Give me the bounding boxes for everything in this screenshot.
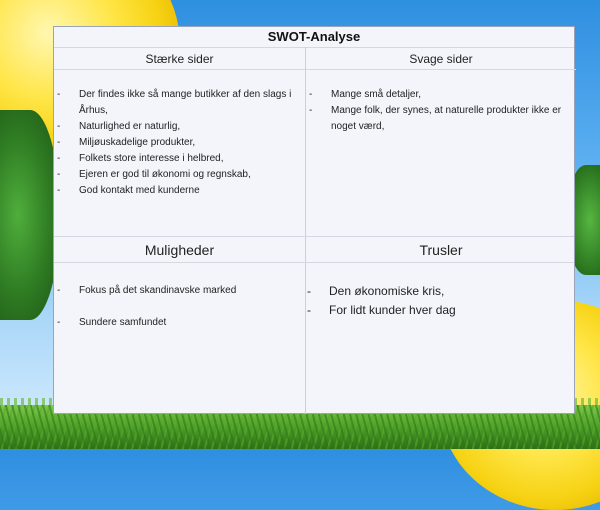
weaknesses-list: [309, 87, 571, 135]
list-item: [57, 183, 303, 199]
leaf-decoration: [0, 110, 60, 320]
list-item: [307, 301, 569, 320]
bullet-dash: -: [57, 317, 61, 328]
bullet-dash: -: [57, 137, 61, 148]
bullet-dash: -: [57, 89, 61, 100]
opportunities-list: [57, 283, 303, 331]
bullet-dash: -: [309, 89, 313, 100]
divider: [54, 262, 574, 263]
swot-table: [53, 26, 575, 414]
bullet-dash: -: [57, 169, 61, 180]
weaknesses-heading: Svage sider: [409, 52, 473, 66]
list-item: [57, 283, 303, 299]
list-item-text: Den økonomiske kris,: [329, 284, 445, 298]
list-item: [57, 87, 303, 119]
list-item-text: Miljøuskadelige produkter,: [79, 137, 196, 148]
list-item-text: Sundere samfundet: [79, 317, 167, 328]
list-item-text: God kontakt med kunderne: [79, 185, 200, 196]
bullet-dash: -: [57, 121, 61, 132]
divider: [305, 47, 306, 414]
list-item: [57, 135, 303, 151]
divider: [54, 47, 574, 48]
list-item-text: Mange små detaljer,: [331, 89, 422, 100]
list-item-text: For lidt kunder hver dag: [329, 303, 456, 317]
list-item-text: Ejeren er god til økonomi og regnskab,: [79, 169, 251, 180]
threats-list: [307, 282, 569, 320]
bullet-dash: -: [309, 105, 313, 116]
list-item-text: Fokus på det skandinavske marked: [79, 285, 237, 296]
threats-heading: Trusler: [419, 242, 463, 258]
bullet-dash: -: [57, 285, 61, 296]
list-item: [57, 119, 303, 135]
page-title: SWOT-Analyse: [267, 29, 361, 44]
list-item: [57, 151, 303, 167]
list-item: [307, 282, 569, 301]
bullet-dash: -: [307, 284, 311, 298]
divider: [54, 236, 574, 237]
strengths-heading: Stærke sider: [145, 52, 214, 66]
bullet-dash: -: [57, 185, 61, 196]
bullet-dash: -: [57, 153, 61, 164]
list-item-text: Der findes ikke så mange butikker af den slags i Århus,: [79, 89, 292, 116]
list-item: [309, 87, 571, 103]
opportunities-heading: Muligheder: [144, 242, 215, 258]
divider: [54, 69, 305, 70]
divider: [306, 69, 576, 70]
list-item-text: Mange folk, der synes, at naturelle produkter ikke er noget værd,: [331, 105, 562, 132]
strengths-list: [57, 87, 303, 199]
list-item: [57, 167, 303, 183]
list-item-text: Naturlighed er naturlig,: [79, 121, 181, 132]
bullet-dash: -: [307, 303, 311, 317]
list-item-text: Folkets store interesse i helbred,: [79, 153, 224, 164]
list-item: [309, 103, 571, 135]
list-item: [57, 315, 303, 331]
